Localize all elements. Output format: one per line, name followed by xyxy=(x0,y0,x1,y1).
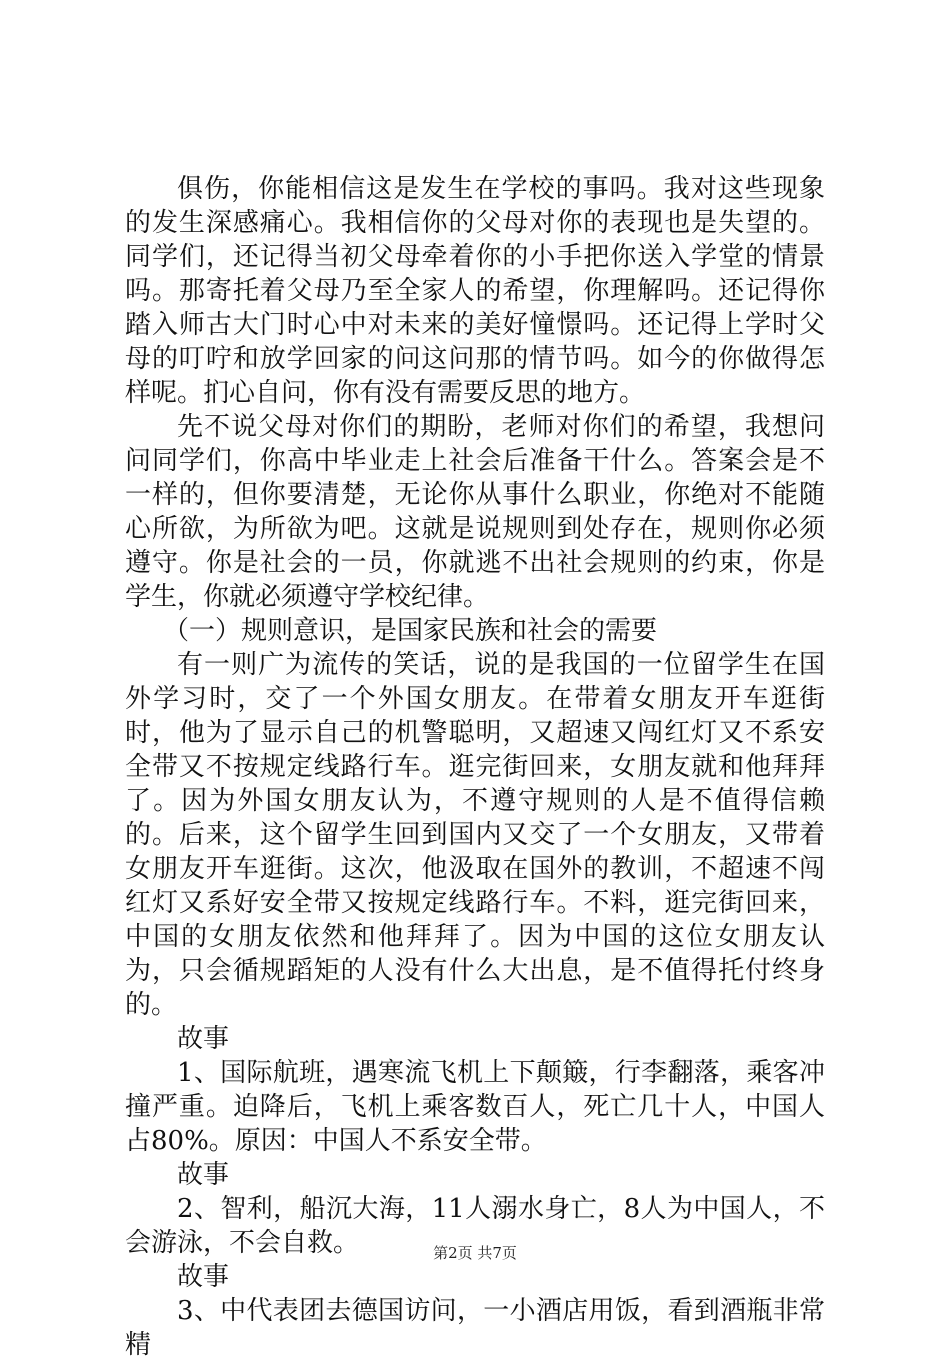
story-label: 故事 xyxy=(177,1160,230,1190)
page-number-footer: 第2页 共7页 xyxy=(433,1244,517,1262)
section-heading-rule-awareness: （一）规则意识，是国家民族和社会的需要 xyxy=(163,616,658,646)
paragraph-school-reflection: 俱伤，你能相信这是发生在学校的事吗。我对这些现象的发生深感痛心。我相信你的父母对你的表现也是失望的。同学们，还记得当初父母牵着你的小手把你送入学堂的情景吗。那寄托着父母乃至全家人的希望，你理解吗。还记得你踏入师古大门时心中对未来的美好憧憬吗。还记得上学时父母的叮咛和放学回家的问这问那的情节吗。如今的你做得怎样呢。扪心自问，你有没有需要反思的地方。 xyxy=(125,174,825,408)
story-flight: 1、国际航班，遇寒流飞机上下颠簸，行李翻落，乘客冲撞严重。迫降后，飞机上乘客数百人，死亡几十人，中国人占80%。原因：中国人不系安全带。 xyxy=(125,1058,825,1156)
story-label: 故事 xyxy=(177,1262,230,1292)
story-chile-ship: 2、智利，船沉大海，11人溺水身亡，8人为中国人，不会游泳，不会自救。 xyxy=(125,1194,825,1258)
paragraph-joke-story: 有一则广为流传的笑话，说的是我国的一位留学生在国外学习时，交了一个外国女朋友。在带着女朋友开车逛街时，他为了显示自己的机警聪明，又超速又闯红灯又不系安全带又不按规定线路行车。逛完街回来，女朋友就和他拜拜了。因为外国女朋友认为，不遵守规则的人是不值得信赖的。后来，这个留学生回到国内又交了一个女朋友，又带着女朋友开车逛街。这次，他汲取在国外的教训，不超速不闯红灯又系好安全带又按规定线路行车。不料，逛完街回来，中国的女朋友依然和他拜拜了。因为中国的这位女朋友认为，只会循规蹈矩的人没有什么大出息，是不值得托付终身的。 xyxy=(125,650,825,1020)
paragraph-future-rules: 先不说父母对你们的期盼，老师对你们的希望，我想问问同学们，你高中毕业走上社会后准备干什么。答案会是不一样的，但你要清楚，无论你从事什么职业，你绝对不能随心所欲，为所欲为吧。这就是说规则到处存在，规则你必须遵守。你是社会的一员，你就逃不出社会规则的约束，你是学生，你就必须遵守学校纪律。 xyxy=(125,412,825,612)
document-body xyxy=(125,172,825,1362)
story-germany-visit: 3、中代表团去德国访问，一小酒店用饭，看到酒瓶非常精 xyxy=(125,1296,825,1360)
story-label: 故事 xyxy=(177,1024,230,1054)
